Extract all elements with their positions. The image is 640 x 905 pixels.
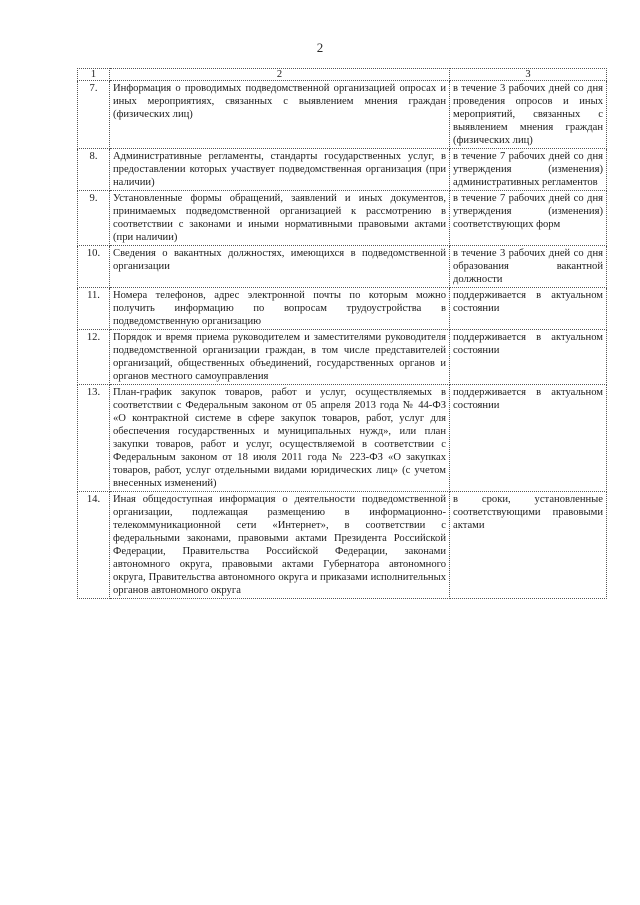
row-term: поддерживается в актуальном состоянии <box>450 288 607 330</box>
table-row <box>78 492 607 599</box>
page-number: 2 <box>316 40 324 55</box>
table-row <box>78 81 607 149</box>
row-information: Иная общедоступная информация о деятельности подведомственной организации, подлежащая размещению в информационно-телекоммуникационной сети «Интернет», в соответствии с федеральными законами, правовыми актами Президента Российской Федерации, Правительства Российской Федерации, законами автономного округа, правовыми актами Губернатора автономного округа, Правительства автономного округа и приказами исполнительных органов автономного округа <box>110 492 450 599</box>
information-table <box>77 68 607 599</box>
table-row <box>78 149 607 191</box>
table-body <box>78 69 607 599</box>
table-row <box>78 385 607 492</box>
row-information: Порядок и время приема руководителем и заместителями руководителя подведомственной организации граждан, в том числе представителей организаций, общественных объединений, государственных органов и органов местного самоуправления <box>110 330 450 385</box>
row-information: Установленные формы обращений, заявлений и иных документов, принимаемых подведомственной организацией к рассмотрению в соответствии с законами и иными нормативными правовыми актами (при наличии) <box>110 191 450 246</box>
row-information: Информация о проводимых подведомственной организацией опросах и иных мероприятиях, связанных с выявлением мнения граждан (физических лиц) <box>110 81 450 149</box>
row-term: в течение 3 рабочих дней со дня проведения опросов и иных мероприятий, связанных с выявлением мнения граждан (физических лиц) <box>450 81 607 149</box>
row-term: в сроки, установленные соответствующими правовыми актами <box>450 492 607 599</box>
row-information: Номера телефонов, адрес электронной почты по которым можно получить информацию по вопросам трудоустройства в подведомственную организацию <box>110 288 450 330</box>
row-information: Сведения о вакантных должностях, имеющихся в подведомственной организации <box>110 246 450 288</box>
row-term: поддерживается в актуальном состоянии <box>450 385 607 492</box>
row-number: 12. <box>78 330 110 385</box>
row-number: 13. <box>78 385 110 492</box>
row-number: 7. <box>78 81 110 149</box>
row-term: поддерживается в актуальном состоянии <box>450 330 607 385</box>
row-term: в течение 7 рабочих дней со дня утверждения (изменения) административных регламентов <box>450 149 607 191</box>
header-col-number: 1 <box>78 69 110 81</box>
row-number: 8. <box>78 149 110 191</box>
table-row <box>78 246 607 288</box>
row-number: 11. <box>78 288 110 330</box>
table-row <box>78 288 607 330</box>
table-row <box>78 191 607 246</box>
table-row <box>78 330 607 385</box>
row-number: 9. <box>78 191 110 246</box>
row-information: План-график закупок товаров, работ и услуг, осуществляемых в соответствии с Федеральным законом от 05 апреля 2013 года № 44-ФЗ «О контрактной системе в сфере закупок товаров, работ, услуг для обеспечения государственных и муниципальных нужд», или план закупки товаров, работ и услуг, осуществляемой в соответствии с Федеральным законом от 18 июля 2011 года № 223-ФЗ «О закупках товаров, работ, услуг отдельными видами юридических лиц» (с учетом внесенных изменений) <box>110 385 450 492</box>
row-term: в течение 3 рабочих дней со дня образования вакантной должности <box>450 246 607 288</box>
header-col-information: 2 <box>110 69 450 81</box>
row-term: в течение 7 рабочих дней со дня утверждения (изменения) соответствующих форм <box>450 191 607 246</box>
table-header-row <box>78 69 607 81</box>
row-number: 14. <box>78 492 110 599</box>
row-number: 10. <box>78 246 110 288</box>
row-information: Административные регламенты, стандарты государственных услуг, в предоставлении которых участвует подведомственная организация (при наличии) <box>110 149 450 191</box>
header-col-term: 3 <box>450 69 607 81</box>
